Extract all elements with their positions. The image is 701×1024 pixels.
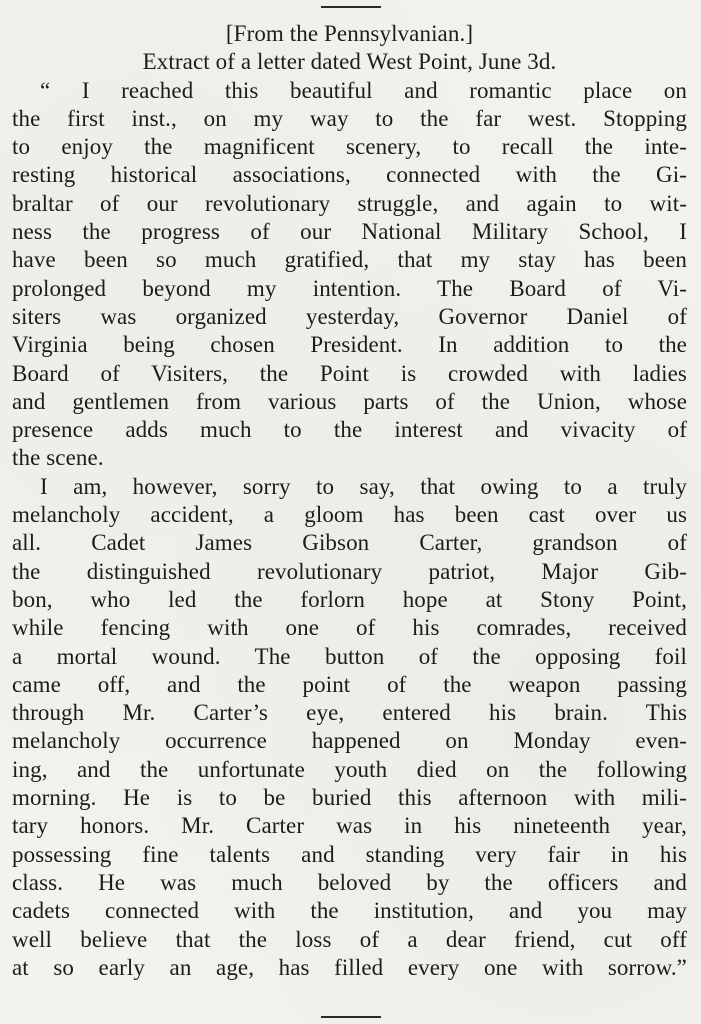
body-line: to enjoy the magnificent scenery, to recall the inte- xyxy=(12,134,687,160)
body-line: the distinguished revolutionary patriot, Major Gib- xyxy=(12,558,687,584)
body-line: bon, who led the forlorn hope at Stony Point, xyxy=(12,586,687,612)
bottom-rule xyxy=(321,1016,381,1018)
body-line: “ I reached this beautiful and romantic place on xyxy=(40,77,687,103)
body-line: and gentlemen from various parts of the Union, whose xyxy=(12,388,687,414)
body-line: cadets connected with the institution, and you may xyxy=(12,898,687,924)
body-line: Virginia being chosen President. In addition to the xyxy=(12,332,687,358)
body-line: tary honors. Mr. Carter was in his nineteenth year, xyxy=(12,813,687,839)
body-line: all. Cadet James Gibson Carter, grandson of xyxy=(12,530,687,556)
body-line: presence adds much to the interest and vivacity of xyxy=(12,417,687,443)
body-line: melancholy accident, a gloom has been cast over us xyxy=(12,502,687,528)
body-line: the scene. xyxy=(12,445,104,471)
body-line: possessing fine talents and standing very fair in his xyxy=(12,841,687,867)
body-line: braltar of our revolutionary struggle, and again to wit- xyxy=(12,190,687,216)
body-line: ness the progress of our National Military School, I xyxy=(12,219,687,245)
source-line: [From the Pennsylvanian.] xyxy=(225,21,474,46)
body-line: class. He was much beloved by the officers and xyxy=(12,869,687,895)
body-line: while fencing with one of his comrades, received xyxy=(12,615,687,641)
body-line: a mortal wound. The button of the opposing foil xyxy=(12,643,687,669)
body-line: prolonged beyond my intention. The Board of Vi- xyxy=(12,275,687,301)
body-line: I am, however, sorry to say, that owing to a truly xyxy=(40,473,687,499)
body-line: ing, and the unfortunate youth died on the following xyxy=(12,756,687,782)
dateline: Extract of a letter dated West Point, June 3d. xyxy=(142,49,557,75)
body-line: came off, and the point of the weapon passing xyxy=(12,671,687,697)
body-line: Board of Visiters, the Point is crowded with ladies xyxy=(12,360,687,386)
body-line: melancholy occurrence happened on Monday even- xyxy=(12,728,687,754)
body-line: at so early an age, has filled every one with sorrow.” xyxy=(12,954,687,980)
top-rule xyxy=(321,6,381,8)
body-line: have been so much gratified, that my stay has been xyxy=(12,247,687,273)
article xyxy=(12,20,687,982)
body-line: the first inst., on my way to the far west. Stopping xyxy=(12,105,687,131)
body-line: morning. He is to be buried this afternoon with mili- xyxy=(12,785,687,811)
body-line: through Mr. Carter’s eye, entered his brain. This xyxy=(12,700,687,726)
body-line: well believe that the loss of a dear friend, cut off xyxy=(12,926,687,952)
body-line: siters was organized yesterday, Governor Daniel of xyxy=(12,303,687,329)
body-line: resting historical associations, connected with the Gi- xyxy=(12,162,687,188)
